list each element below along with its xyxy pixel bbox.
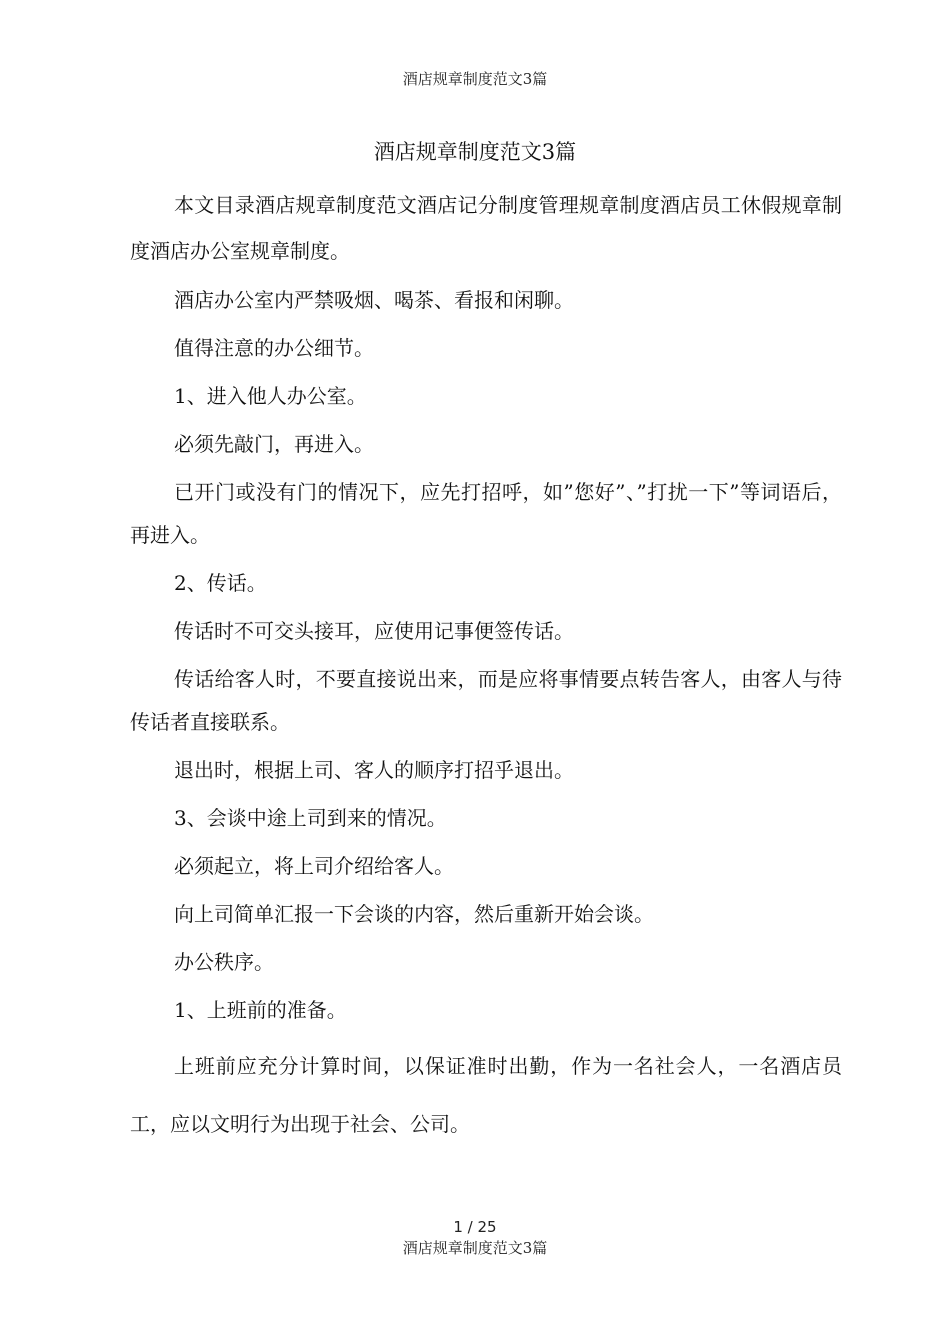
running-header: 酒店规章制度范文3篇: [402, 70, 548, 88]
paragraph: 本文目录酒店规章制度范文酒店记分制度管理规章制度酒店员工休假规章制度酒店办公室规章制度。: [130, 193, 842, 263]
paragraph: 办公秩序。: [174, 950, 274, 974]
paragraph: 值得注意的办公细节。: [174, 336, 374, 360]
paragraph: 已开门或没有门的情况下，应先打招呼，如”您好”、”打扰一下”等词语后，再进入。: [130, 480, 842, 547]
paragraph: 必须起立，将上司介绍给客人。: [174, 854, 454, 878]
paragraph: 1、进入他人办公室。: [174, 384, 367, 408]
paragraph: 向上司简单汇报一下会谈的内容，然后重新开始会谈。: [174, 902, 654, 926]
paragraph: 1、上班前的准备。: [174, 998, 347, 1022]
paragraph: 上班前应充分计算时间，以保证准时出勤，作为一名社会人，一名酒店员工，应以文明行为出现于社会、公司。: [130, 1054, 842, 1136]
paragraph: 必须先敲门，再进入。: [174, 432, 374, 456]
page-number: 1 / 25: [453, 1218, 497, 1236]
document-body: [130, 182, 842, 1158]
paragraph: 退出时，根据上司、客人的顺序打招乎退出。: [174, 758, 574, 782]
paragraph: 3、会谈中途上司到来的情况。: [174, 806, 447, 830]
paragraph: 酒店办公室内严禁吸烟、喝茶、看报和闲聊。: [174, 288, 574, 312]
paragraph: 2、传话。: [174, 571, 267, 595]
paragraph: 传话时不可交头接耳，应使用记事便签传话。: [174, 619, 574, 643]
document-title: 酒店规章制度范文3篇: [373, 140, 577, 164]
paragraph: 传话给客人时，不要直接说出来，而是应将事情要点转告客人，由客人与待传话者直接联系。: [130, 667, 842, 734]
running-footer: 酒店规章制度范文3篇: [402, 1239, 548, 1257]
